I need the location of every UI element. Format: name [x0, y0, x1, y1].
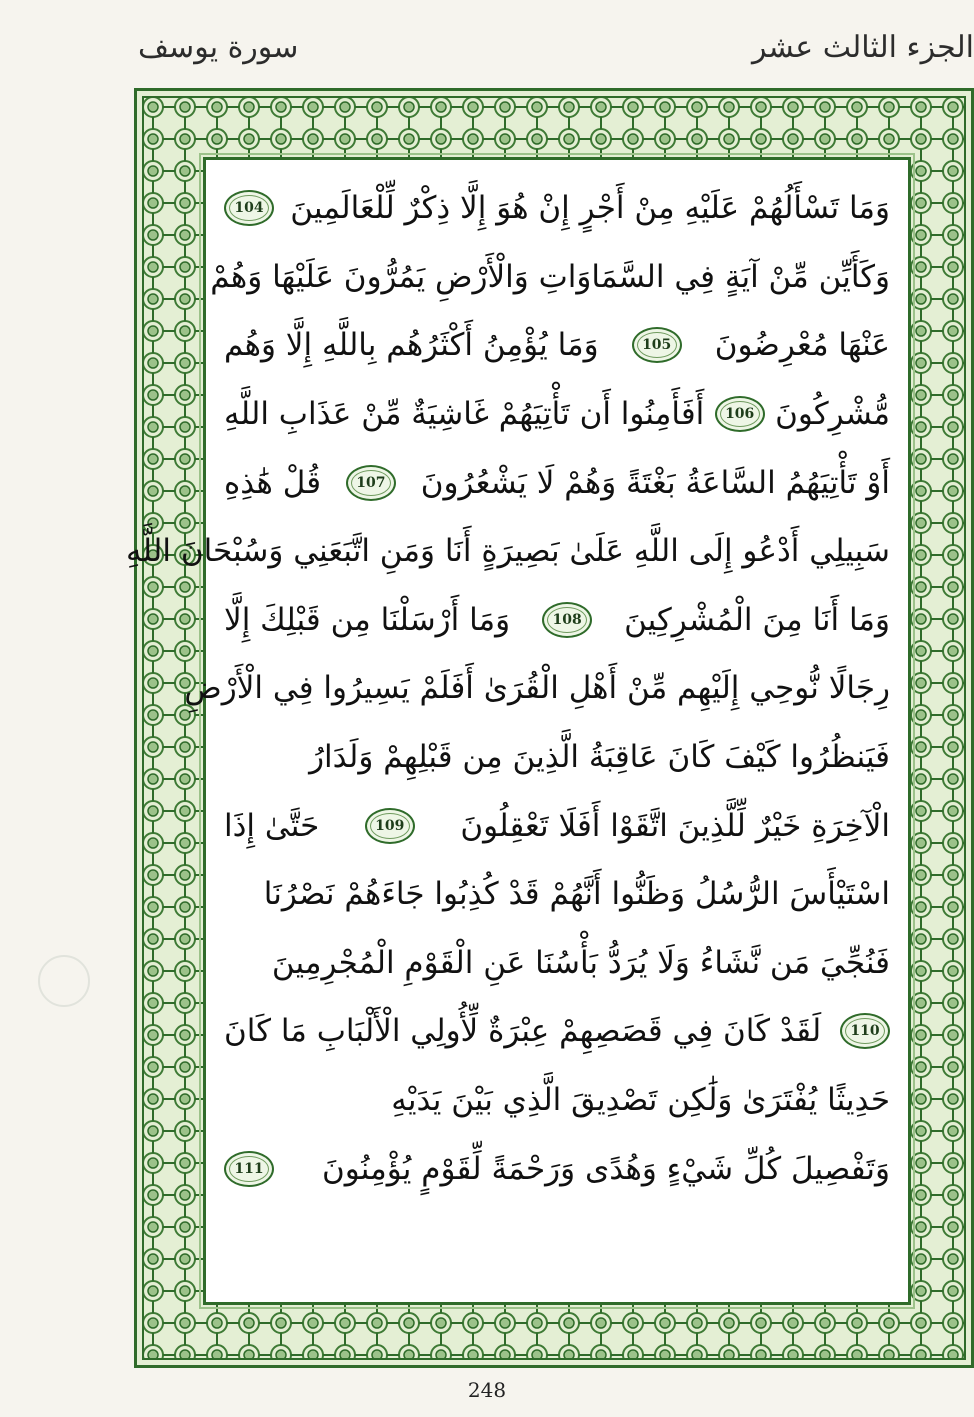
text-line [224, 723, 890, 792]
ayah-number-marker: 109 [365, 808, 415, 844]
ayah-number-marker: 107 [346, 465, 396, 501]
verse-text: وَمَا تَسْأَلُهُمْ عَلَيْهِ مِنْ أَجْرٍ إِنْ هُوَ إِلَّا ذِكْرٌ لِّلْعَالَمِينَ [290, 190, 890, 227]
verse-text: وَكَأَيِّن مِّنْ آيَةٍ فِي السَّمَاوَاتِ وَالْأَرْضِ يَمُرُّونَ عَلَيْهَا وَهُمْ [210, 258, 890, 295]
text-line [224, 448, 890, 517]
verse-text: فَنُجِّيَ مَن نَّشَاءُ وَلَا يُرَدُّ بَأْسُنَا عَنِ الْقَوْمِ الْمُجْرِمِينَ [271, 944, 890, 981]
verse-text: أَوْ تَأْتِيَهُمُ السَّاعَةُ بَغْتَةً وَهُمْ لَا يَشْعُرُونَ [420, 464, 890, 501]
text-line [224, 1066, 890, 1135]
surah-title: سورة يوسف [138, 30, 299, 65]
verse-text: مُّشْرِكُونَ [775, 396, 890, 433]
page-number: 248 [467, 1378, 507, 1402]
text-line [224, 860, 890, 929]
verse-text: عَنْهَا مُعْرِضُونَ [714, 327, 890, 364]
verse-text: لَقَدْ كَانَ فِي قَصَصِهِمْ عِبْرَةٌ لِّأُولِي الْأَلْبَابِ مَا كَانَ [224, 1013, 822, 1050]
page-header [130, 30, 974, 80]
verse-text: وَتَفْصِيلَ كُلِّ شَيْءٍ وَهُدًى وَرَحْمَةً لِّقَوْمٍ يُؤْمِنُونَ [322, 1150, 890, 1187]
verse-text: حَدِيثًا يُفْتَرَىٰ وَلَٰكِن تَصْدِيقَ الَّذِي بَيْنَ يَدَيْهِ [391, 1082, 890, 1119]
ayah-number-marker: 106 [715, 396, 765, 432]
text-line [224, 791, 890, 860]
verse-text: الْآخِرَةِ خَيْرٌ لِّلَّذِينَ اتَّقَوْا أَفَلَا تَعْقِلُونَ [460, 807, 890, 844]
text-line [224, 380, 890, 449]
text-line [210, 243, 890, 312]
ayah-number-marker: 104 [224, 190, 274, 226]
verse-text: وَمَا أَنَا مِنَ الْمُشْرِكِينَ [624, 601, 890, 638]
text-line [224, 174, 890, 243]
juz-title: الجزء الثالث عشر [751, 30, 974, 65]
verse-text: رِجَالًا نُّوحِي إِلَيْهِم مِّنْ أَهْلِ الْقُرَىٰ أَفَلَمْ يَسِيرُوا فِي الْأَرْضِ [184, 670, 890, 707]
text-line [224, 311, 890, 380]
text-panel [126, 157, 911, 1305]
verse-text: فَيَنظُرُوا كَيْفَ كَانَ عَاقِبَةُ الَّذِينَ مِن قَبْلِهِمْ وَلَدَارُ [309, 739, 890, 776]
text-line [224, 586, 890, 655]
text-line [126, 517, 890, 586]
ayah-number-marker: 110 [840, 1013, 890, 1049]
verse-text: سَبِيلِي أَدْعُو إِلَى اللَّهِ عَلَىٰ بَصِيرَةٍ أَنَا وَمَنِ اتَّبَعَنِي وَسُبْحَانَ اللَّهِ [126, 533, 890, 570]
quran-text [126, 174, 890, 1203]
ayah-number-marker: 108 [542, 602, 592, 638]
verse-text: أَفَأَمِنُوا أَن تَأْتِيَهُمْ غَاشِيَةٌ مِّنْ عَذَابِ اللَّهِ [224, 396, 705, 433]
text-line [224, 1134, 890, 1203]
text-line [224, 997, 890, 1066]
verse-text: حَتَّىٰ إِذَا [224, 807, 320, 844]
verse-text: اسْتَيْأَسَ الرُّسُلُ وَظَنُّوا أَنَّهُمْ قَدْ كُذِبُوا جَاءَهُمْ نَصْرُنَا [263, 876, 890, 913]
verse-text: وَمَا أَرْسَلْنَا مِن قَبْلِكَ إِلَّا [224, 601, 511, 638]
hizb-marker-icon [38, 955, 90, 1007]
ayah-number-marker: 105 [632, 327, 682, 363]
text-line [224, 929, 890, 998]
ayah-number-marker: 111 [224, 1151, 274, 1187]
verse-text: قُلْ هَٰذِهِ [224, 464, 322, 501]
text-line [184, 654, 890, 723]
verse-text: وَمَا يُؤْمِنُ أَكْثَرُهُم بِاللَّهِ إِلَّا وَهُم [224, 327, 599, 364]
ornamental-frame [126, 88, 974, 1368]
